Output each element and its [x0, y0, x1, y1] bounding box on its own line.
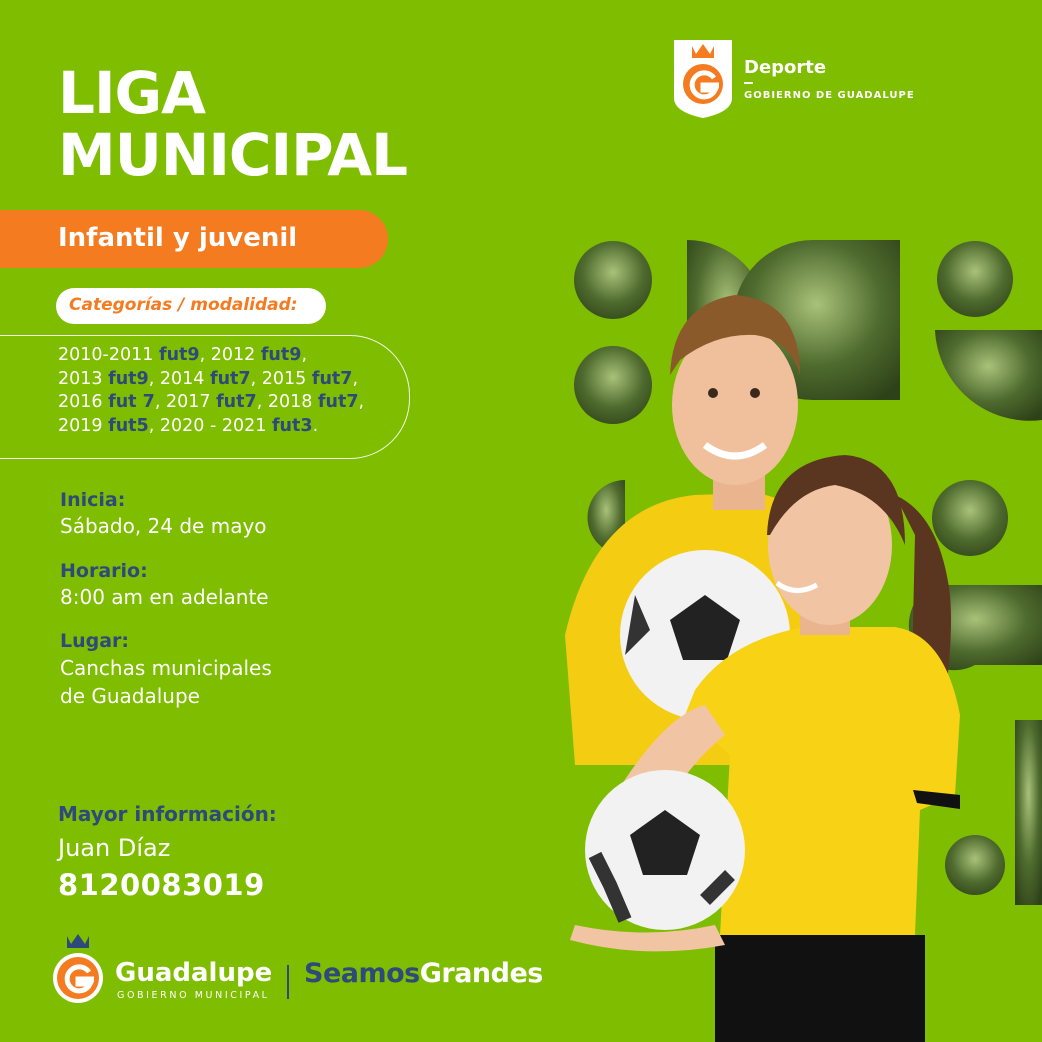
modality-text: fut7 [317, 392, 359, 413]
modality-text: fut9 [158, 345, 200, 365]
time-label: Horario: [60, 560, 148, 582]
contact-name: Juan Díaz [58, 834, 171, 862]
slogan-part-1: Seamos [304, 958, 420, 989]
category-text: , 2017 [154, 392, 217, 413]
category-text: , 2014 [148, 368, 210, 389]
slogan-part-2: Grandes [419, 958, 543, 989]
category-text: , [352, 368, 359, 389]
footer-brand-subtitle: GOBIERNO MUNICIPAL [117, 990, 270, 1001]
guadalupe-g-icon [50, 932, 106, 1004]
girl-hand [570, 925, 725, 951]
modality-text: fut3 [271, 415, 313, 436]
category-text: , 2012 [199, 345, 261, 365]
soccer-ball-lower [585, 770, 745, 930]
category-text: . [312, 415, 319, 436]
category-text: , 2020 - 2021 [148, 415, 272, 436]
category-text: , [301, 345, 308, 365]
category-line [58, 368, 408, 392]
category-banner-text: Infantil y juvenil [58, 223, 298, 253]
category-text: , [358, 392, 365, 413]
categories-list [58, 344, 408, 438]
category-text: 2019 [58, 415, 109, 436]
category-line [58, 391, 408, 415]
footer-brand-name: Guadalupe [115, 958, 273, 988]
start-label: Inicia: [60, 489, 126, 511]
category-text: , 2015 [250, 368, 312, 389]
deporte-divider [744, 82, 753, 84]
contact-label: Mayor información: [58, 802, 277, 826]
category-line [58, 415, 408, 439]
categories-label: Categorías / modalidad: [69, 295, 298, 315]
page-title [58, 59, 408, 189]
category-text: 2016 [58, 392, 109, 413]
place-value-line-1: Canchas municipales [60, 656, 272, 680]
start-value: Sábado, 24 de mayo [60, 514, 267, 538]
modality-text: fut5 [108, 415, 149, 436]
category-text: 2010-2011 [58, 345, 159, 365]
modality-text: fut7 [216, 392, 257, 413]
modality-text: fut7 [209, 368, 251, 389]
kids-soccer-photo [555, 235, 1042, 1042]
guadalupe-crest-icon [674, 40, 732, 118]
place-value-line-2: de Guadalupe [60, 684, 200, 708]
contact-phone: 8120083019 [58, 868, 265, 902]
title-line-1: LIGA [58, 59, 206, 127]
deporte-brand: Deporte [744, 57, 827, 78]
modality-text: fut9 [108, 368, 149, 389]
modality-text: fut 7 [108, 392, 155, 413]
title-line-2: MUNICIPAL [58, 121, 408, 189]
time-value: 8:00 am en adelante [60, 585, 269, 609]
category-text: 2013 [58, 368, 109, 389]
footer-divider [287, 965, 289, 999]
category-text: , 2018 [256, 392, 318, 413]
modality-text: fut9 [260, 345, 302, 365]
category-line [58, 344, 408, 368]
footer-slogan [304, 958, 543, 989]
deporte-subtitle: GOBIERNO DE GUADALUPE [744, 90, 915, 101]
modality-text: fut7 [311, 368, 353, 389]
place-label: Lugar: [60, 630, 130, 652]
